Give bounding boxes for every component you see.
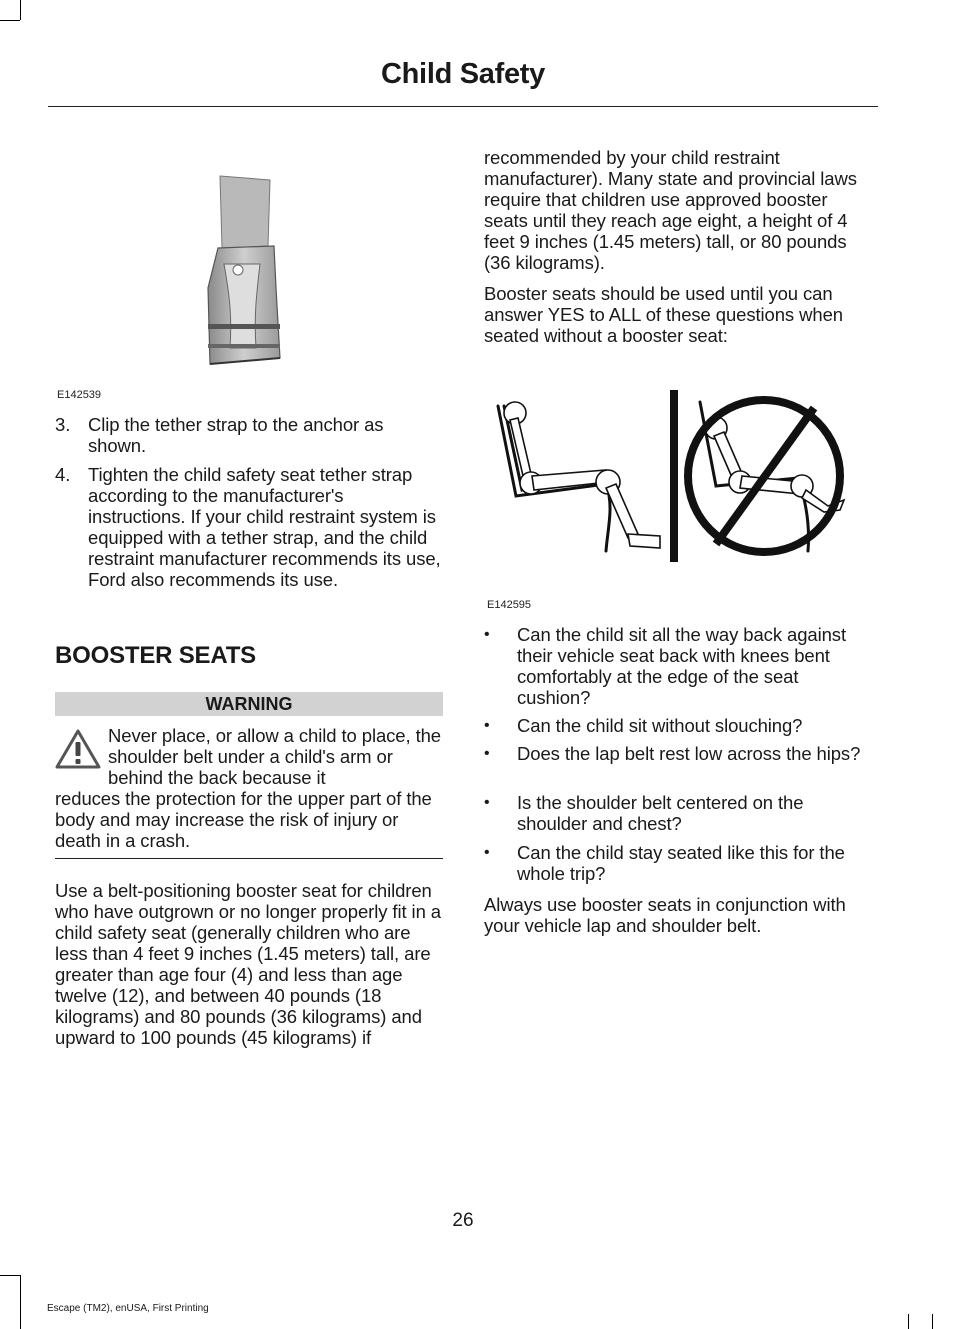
section-heading: BOOSTER SEATS (55, 642, 256, 669)
right-paragraph-2: Booster seats should be used until you can answer YES to ALL of these questions when seated without a booster seat: (484, 283, 843, 346)
step-number: 4. (55, 464, 71, 485)
checklist-text: Is the shoulder belt centered on the shoulder and chest? (517, 792, 804, 834)
bullet-icon: • (484, 794, 490, 811)
step-number: 3. (55, 414, 71, 435)
crop-mark (20, 1275, 21, 1329)
crop-mark (20, 0, 21, 20)
right-paragraph-1: recommended by your child restraint manufacturer). Many state and provincial laws require that children use approved booster seats until they reach age eight, a height of 4 feet 9 inches (1.45 meters) tall, or 80 pounds (36 kilograms). (484, 147, 857, 273)
page-title: Child Safety (381, 58, 545, 90)
step-text: Tighten the child safety seat tether strap according to the manufacturer's instructions. If your child restraint system is equipped with a tether strap, and the child restraint manufacturer recommends its use, Ford also recommends its use. (88, 464, 441, 590)
page-number: 26 (452, 1210, 474, 1231)
checklist-item (484, 792, 876, 834)
checklist-item (484, 842, 876, 884)
step-item (55, 464, 445, 590)
checklist-text: Can the child sit all the way back against their vehicle seat back with knees bent comfortably at the edge of the seat cushion? (517, 624, 846, 708)
checklist-item (484, 715, 876, 736)
warning-divider (55, 858, 443, 859)
checklist-text: Can the child sit without slouching? (517, 715, 803, 736)
crop-mark (908, 1314, 909, 1329)
crop-mark (0, 20, 20, 21)
step-item (55, 414, 445, 456)
figure-id-posture: E142595 (487, 599, 532, 611)
seating-posture-illustration (488, 386, 848, 566)
warning-text (55, 725, 445, 851)
warning-text-line: Never place, or allow a child to place, the shoulder belt under a child's arm or behind the back because it (108, 725, 441, 788)
checklist-item (484, 743, 876, 764)
footer-text: Escape (TM2), enUSA, First Printing (47, 1303, 209, 1314)
step-text: Clip the tether strap to the anchor as shown. (88, 414, 384, 456)
title-divider (48, 106, 878, 107)
bullet-icon: • (484, 745, 490, 762)
checklist-text: Can the child stay seated like this for the whole trip? (517, 842, 845, 884)
warning-text-line: reduces the protection for the upper part of the body and may increase the risk of injury or death in a crash. (55, 788, 432, 851)
warning-banner: WARNING (55, 692, 443, 716)
booster-paragraph: Use a belt-positioning booster seat for children who have outgrown or no longer properly fit in a child safety seat (generally children who are less than 4 feet 9 inches (1.45 meters) tall, are greater than age four (4) and less than age twelve (12), and between 40 pounds (18 kilograms) and 80 pounds (36 kilograms) and upward to 100 pounds (45 kilograms) if (55, 880, 441, 1048)
checklist-text: Does the lap belt rest low across the hips? (517, 743, 861, 764)
figure-id-buckle: E142539 (57, 389, 102, 401)
checklist-item (484, 624, 876, 708)
crop-mark (932, 1314, 933, 1329)
bullet-icon: • (484, 626, 490, 643)
closing-paragraph: Always use booster seats in conjunction with your vehicle lap and shoulder belt. (484, 894, 846, 936)
bullet-icon: • (484, 844, 490, 861)
crop-mark (0, 1275, 20, 1276)
bullet-icon: • (484, 717, 490, 734)
seat-belt-buckle-illustration (190, 168, 290, 373)
